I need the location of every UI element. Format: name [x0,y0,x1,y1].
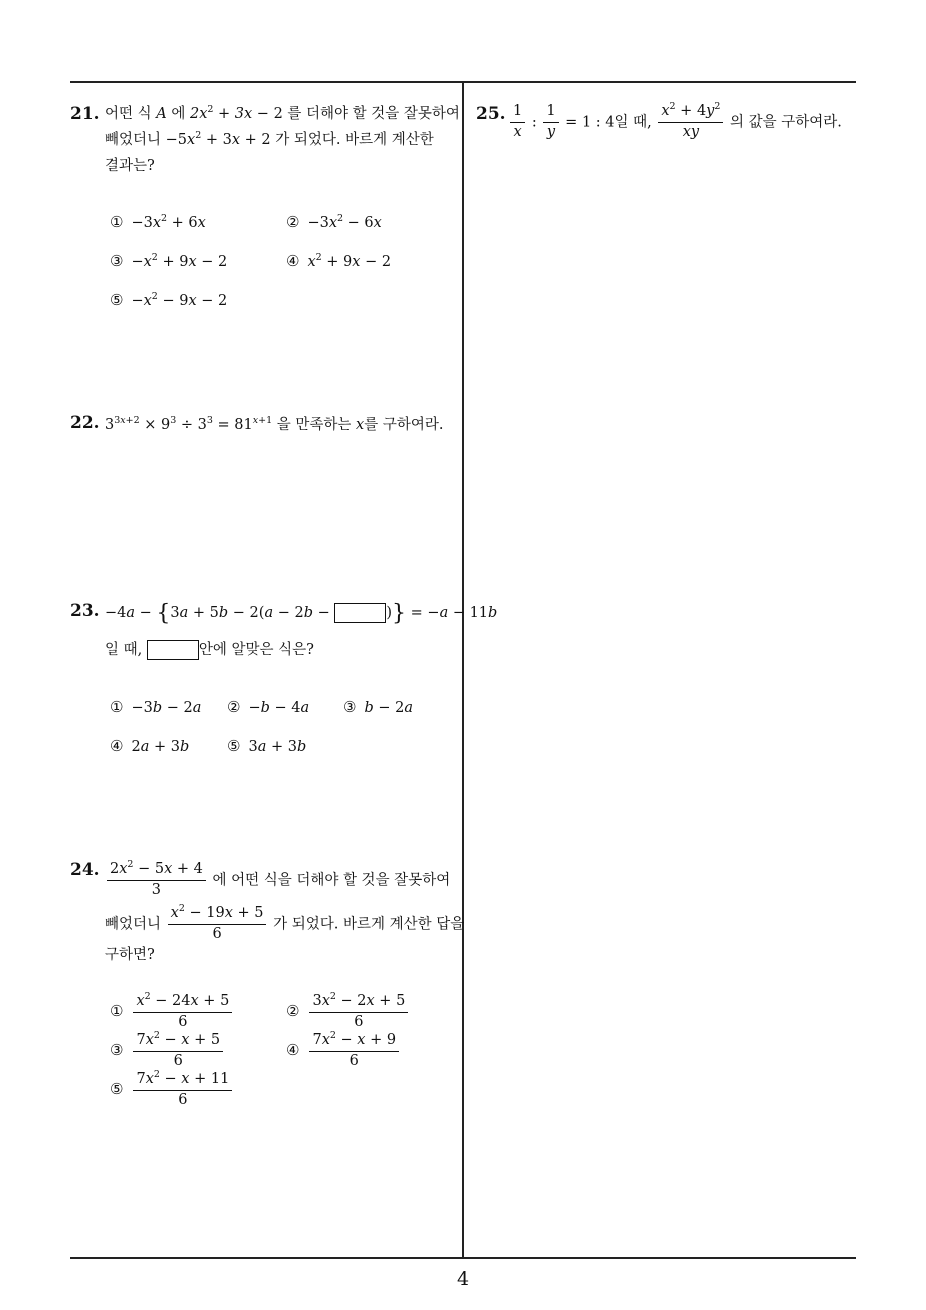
choice-2[interactable]: ② −b − 4a [227,698,310,716]
choice-1[interactable]: ① $-3x^2 + 6x$ [110,213,206,231]
math-var: x [356,417,365,433]
fraction: $\frac{x^2 + 4y^2}{xy}$ [658,104,723,141]
text: 빼었더니 [105,132,166,148]
blank-box [147,640,199,660]
choice-5[interactable]: ⑤ 3a + 3b [227,737,307,755]
question-number: 23. [70,601,100,621]
text: 일 때, [614,114,657,131]
question-number: 21. [70,104,100,124]
text: 가 되었다. 바르게 계산한 [270,132,434,148]
choice-mark: ② [286,213,300,231]
choice-4[interactable]: ④ $\frac{7x^2 - x + 9}{6}$ [286,1033,401,1070]
question-text-line-2 [105,130,434,148]
fraction: $\frac{2x^2 - 5x + 4}{3}$ [107,862,206,899]
text: 를 더해야 할 것을 잘못하여 [282,106,460,122]
question-number: 24. [70,860,100,880]
choice-mark: ③ [343,698,357,716]
question-text-line-3: 구하면? [105,947,155,963]
question-text-line-2 [105,640,314,660]
text: 에 어떤 식을 더해야 할 것을 잘못하여 [207,872,451,889]
choice-4[interactable]: ④ 2a + 3b [110,737,190,755]
text: 어떤 식 [105,106,157,122]
choice-5[interactable]: ⑤ $\frac{7x^2 - x + 11}{6}$ [110,1072,234,1109]
bottom-rule [70,1257,856,1259]
choice-mark: ② [227,698,241,716]
column-divider [462,82,464,1259]
text: 안에 알맞은 식은? [198,642,314,658]
question-text-line-2 [105,903,465,943]
choice-3[interactable]: ③ b − 2a [343,698,413,716]
choice-mark: ③ [110,1041,124,1060]
choice-2[interactable]: ② $-3x^2 - 6x$ [286,213,382,231]
text: 일 때, [105,642,147,658]
choice-mark: ④ [286,252,300,270]
blank-box [334,603,386,623]
question-number: 25. [476,104,506,124]
question-number: 22. [70,413,100,433]
text: 빼었더니 [105,916,166,933]
text: 가 되었다. 바르게 계산한 답을 [268,916,465,933]
question-text-line-3: 결과는? [105,158,155,174]
text: 의 값을 구하여라. [725,114,842,131]
choice-1[interactable]: ① $\frac{x^2 - 24x + 5}{6}$ [110,994,234,1031]
choice-mark: ⑤ [227,737,241,755]
math-expression: $2x^2 + 3x - 2$ [189,104,283,122]
math-var: A [156,106,167,122]
question-text: $\frac{1}{x}$ : $\frac{1}{y}$ = 1 : 4일 때, $\frac{x^2 + 4y^2}{xy}$ 의 값을 구하여라. [508,104,842,141]
choice-mark: ⑤ [110,291,124,309]
choice-4[interactable]: ④ $x^2 + 9x - 2$ [286,252,392,270]
choice-mark: ① [110,698,124,716]
choice-1[interactable]: ① −3b − 2a [110,698,202,716]
question-text [105,415,444,433]
text: 를 구하여라. [364,417,444,433]
choice-2[interactable]: ② $\frac{3x^2 - 2x + 5}{6}$ [286,994,410,1031]
math-expression: $-5x^2 + 3x + 2$ [165,130,271,148]
choice-mark: ⑤ [110,1080,124,1099]
text: 을 만족하는 [272,417,357,433]
page-number: 4 [456,1268,470,1290]
text: 에 [166,106,190,122]
choice-3[interactable]: ③ $-x^2 + 9x - 2$ [110,252,228,270]
choice-mark: ① [110,213,124,231]
choice-mark: ② [286,1002,300,1021]
choice-mark: ④ [286,1041,300,1060]
fraction: $\frac{1}{x}$ [510,104,525,141]
choice-mark: ③ [110,252,124,270]
fraction: $\frac{x^2 - 19x + 5}{6}$ [168,906,267,943]
choice-5[interactable]: ⑤ $-x^2 - 9x - 2$ [110,291,228,309]
question-text-line-1 [105,859,451,899]
question-equation: −4a − {3a + 5b − 2(a − 2b − )} = −a − 11b [105,601,498,626]
question-text-line-1 [105,104,460,122]
fraction: $\frac{1}{y}$ [543,104,558,141]
choice-3[interactable]: ③ $\frac{7x^2 - x + 5}{6}$ [110,1033,225,1070]
math-expression: $3^{3x+2} \times 9^3 \div 3^3 = 81^{x+1}$ [105,415,273,433]
choice-mark: ① [110,1002,124,1021]
choice-mark: ④ [110,737,124,755]
